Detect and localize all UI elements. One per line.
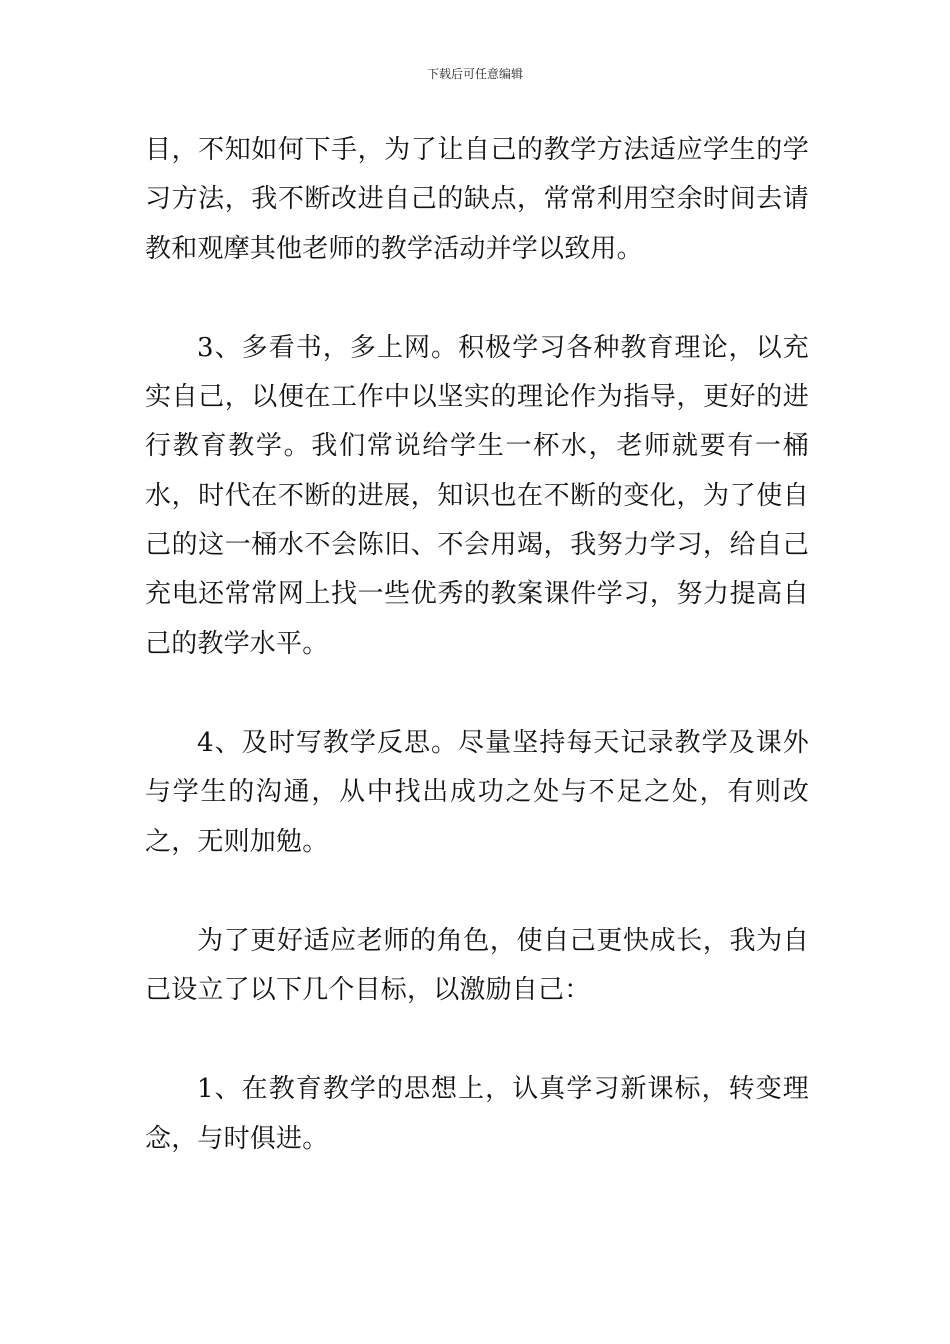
paragraph: 1、在教育教学的思想上，认真学习新课标，转变理念，与时俱进。 (145, 1074, 809, 1154)
paragraph: 为了更好适应老师的角色，使自己更快成长，我为自己设立了以下几个目标，以激励自己： (145, 925, 809, 1006)
paragraph: 4、及时写教学反思。尽量坚持每天记录教学及课外与学生的沟通，从中找出成功之处与不足之处，有则改之，无则加勉。 (145, 727, 809, 857)
page-header: 下载后可任意编辑 (426, 67, 523, 81)
paragraph-gap (145, 274, 809, 324)
document-body (145, 126, 809, 1164)
paragraph-gap (145, 1015, 809, 1065)
paragraph-gap (145, 867, 809, 917)
paragraph: 目，不知如何下手，为了让自己的教学方法适应学生的学习方法，我不断改进自己的缺点，常常利用空余时间去请教和观摩其他老师的教学活动并学以致用。 (145, 135, 809, 264)
paragraph-gap (145, 669, 809, 719)
paragraph: 3、多看书，多上网。积极学习各种教育理论，以充实自己，以便在工作中以坚实的理论作为指导，更好的进行教育教学。我们常说给学生一杯水，老师就要有一桶水，时代在不断的进展，知识也在不断的变化，为了使自己的这一桶水不会陈旧、不会用竭，我努力学习，给自己充电还常常网上找一些优秀的教案课件学习，努力提高自己的教学水平。 (145, 332, 809, 659)
